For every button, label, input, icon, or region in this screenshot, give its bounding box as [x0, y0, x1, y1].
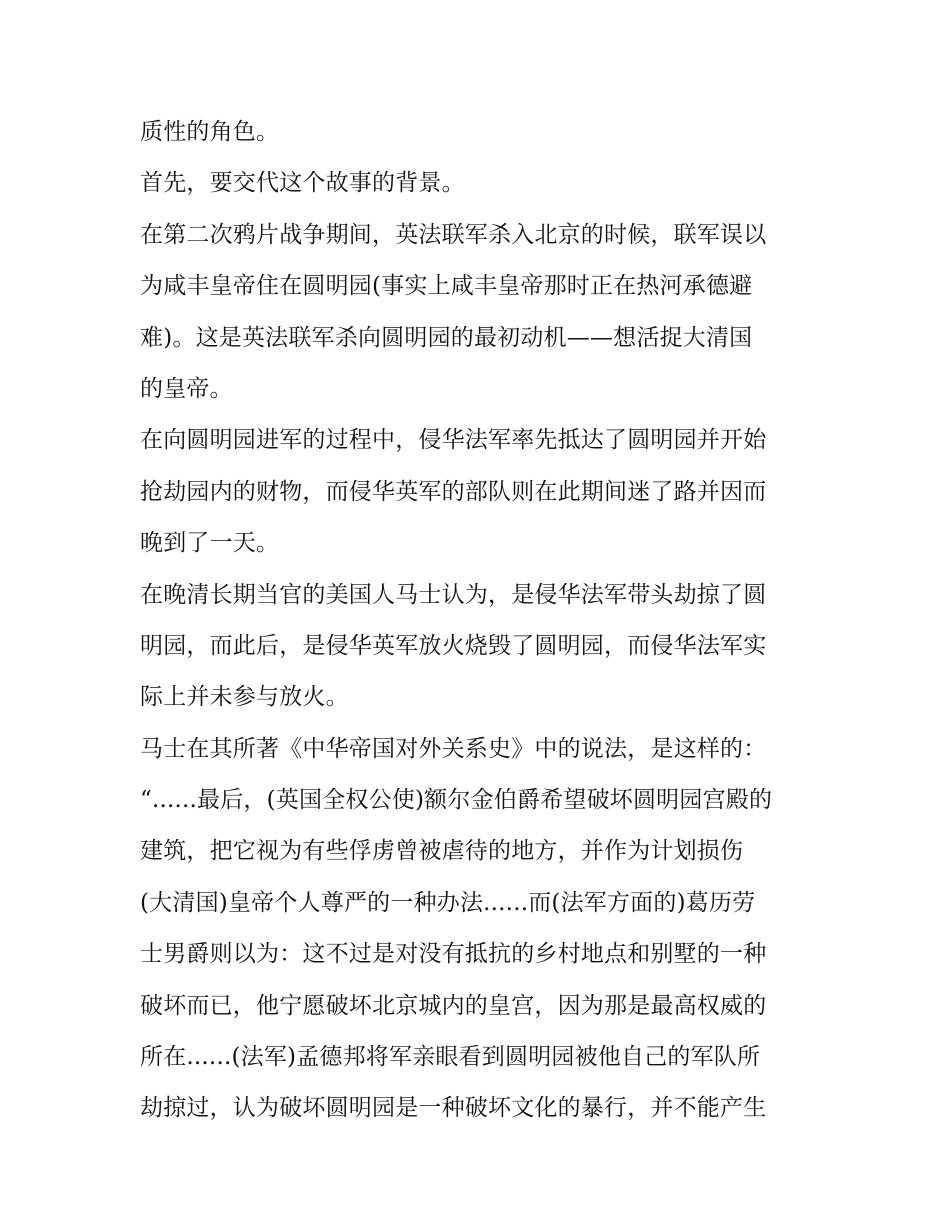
text-line: 所在......(法军)孟德邦将军亲眼看到圆明园被他自己的军队所 — [140, 1044, 761, 1071]
text-line: 晚到了一天。 — [140, 530, 280, 557]
text-line: 为咸丰皇帝住在圆明园(事实上咸丰皇帝那时正在热河承德避 — [140, 273, 753, 300]
text-line: 在向圆明园进军的过程中，侵华法军率先抵达了圆明园并开始 — [140, 427, 767, 454]
text-line: 首先，要交代这个故事的背景。 — [140, 170, 465, 197]
body-text — [140, 107, 820, 1135]
text-line: 质性的角色。 — [140, 119, 280, 145]
text-line: 抢劫园内的财物，而侵华英军的部队则在此期间迷了路并因而 — [140, 478, 767, 505]
text-line: 的皇帝。 — [140, 375, 233, 402]
text-line: 明园，而此后，是侵华英军放火烧毁了圆明园，而侵华法军实 — [140, 632, 767, 659]
text-line: 建筑，把它视为有些俘虏曾被虐待的地方，并作为计划损伤 — [140, 838, 744, 865]
text-line: “......最后，(英国全权公使)额尔金伯爵希望破坏圆明园宫殿的 — [140, 787, 773, 814]
text-line: 际上并未参与放火。 — [140, 684, 349, 711]
text-line: 士男爵则以为：这不过是对没有抵抗的乡村地点和别墅的一种 — [140, 941, 767, 968]
text-line: 马士在其所著《中华帝国对外关系史》中的说法，是这样的： — [140, 735, 767, 762]
text-line: 劫掠过，认为破坏圆明园是一种破坏文化的暴行，并不能产生 — [140, 1095, 767, 1122]
text-line: 在第二次鸦片战争期间，英法联军杀入北京的时候，联军误以 — [140, 221, 767, 248]
text-line: 难)。这是英法联军杀向圆明园的最初动机——想活捉大清国 — [140, 324, 753, 351]
text-line: (大清国)皇帝个人尊严的一种办法......而(法军方面的)葛历劳 — [140, 889, 756, 916]
text-line: 在晚清长期当官的美国人马士认为，是侵华法军带头劫掠了圆 — [140, 581, 767, 608]
text-line: 破坏而已，他宁愿破坏北京城内的皇宫，因为那是最高权威的 — [140, 992, 767, 1019]
